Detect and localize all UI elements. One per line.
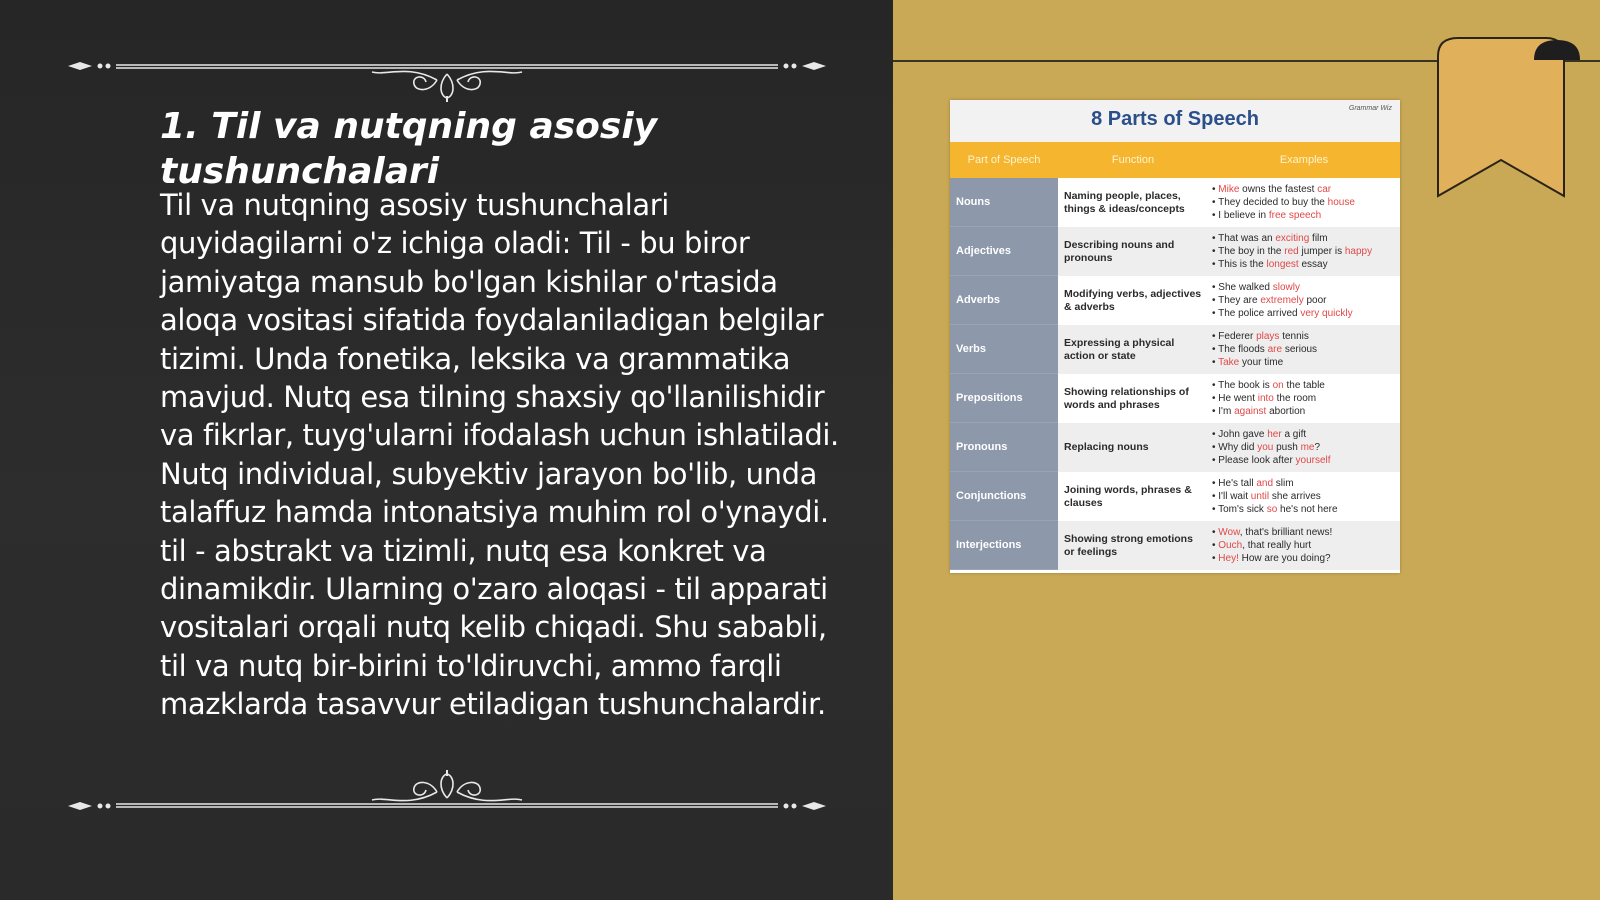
example-highlight: until	[1250, 490, 1270, 502]
example-highlight: extremely	[1260, 294, 1304, 306]
example-text: film	[1309, 232, 1328, 244]
example-text: This is the	[1218, 259, 1267, 271]
example-text: He went	[1218, 392, 1258, 404]
parts-of-speech-card	[950, 100, 1400, 573]
example-text: I believe in	[1218, 210, 1269, 222]
function-cell: Showing strong emotions or feelings	[1058, 521, 1208, 570]
example-text: jumper is	[1298, 245, 1345, 257]
examples-cell	[1208, 472, 1400, 521]
part-of-speech-cell: Adjectives	[950, 227, 1058, 276]
example-highlight: against	[1234, 406, 1267, 418]
table-row	[950, 472, 1400, 521]
examples-cell	[1208, 276, 1400, 325]
example-line	[1212, 294, 1400, 307]
examples-cell	[1208, 178, 1400, 227]
table-body	[950, 178, 1400, 570]
example-line	[1212, 343, 1400, 356]
examples-cell	[1208, 325, 1400, 374]
card-title: 8 Parts of Speech	[1091, 108, 1259, 130]
example-text: push	[1273, 441, 1301, 453]
table-row	[950, 423, 1400, 472]
example-highlight: yourself	[1295, 455, 1331, 467]
example-text: the room	[1273, 392, 1317, 404]
example-text: poor	[1303, 294, 1327, 306]
example-line	[1212, 503, 1400, 516]
example-text: , that's brilliant news!	[1239, 526, 1333, 538]
example-text: He's tall	[1218, 477, 1257, 489]
example-text: Tom's sick	[1218, 504, 1267, 516]
example-line	[1212, 307, 1400, 320]
bookmark-ribbon-icon	[1436, 36, 1586, 201]
example-line	[1212, 539, 1400, 552]
example-text: The book is	[1218, 379, 1273, 391]
function-cell: Describing nouns and pronouns	[1058, 227, 1208, 276]
example-line	[1212, 330, 1400, 343]
example-line	[1212, 245, 1400, 258]
example-line	[1212, 441, 1400, 454]
example-text: abortion	[1266, 406, 1306, 418]
example-highlight: house	[1327, 196, 1355, 208]
ornamental-divider-bottom	[68, 770, 826, 820]
example-highlight: longest	[1266, 259, 1299, 271]
slide-title: 1. Til va nutqning asosiy tushunchalari	[160, 106, 658, 192]
example-highlight: free speech	[1268, 210, 1322, 222]
example-highlight: you	[1257, 441, 1274, 453]
ornamental-divider-top	[68, 52, 826, 102]
table-row	[950, 374, 1400, 423]
part-of-speech-cell: Verbs	[950, 325, 1058, 374]
example-highlight: red	[1284, 245, 1299, 257]
example-highlight: and	[1256, 477, 1274, 489]
header-part-of-speech: Part of Speech	[967, 154, 1041, 166]
example-highlight: are	[1267, 343, 1283, 355]
example-highlight: plays	[1256, 330, 1280, 342]
example-text: They are	[1218, 294, 1261, 306]
example-highlight: Wow	[1218, 526, 1240, 538]
example-text: she arrives	[1269, 490, 1321, 502]
function-cell: Expressing a physical action or state	[1058, 325, 1208, 374]
example-highlight: exciting	[1275, 232, 1310, 244]
example-line	[1212, 356, 1400, 369]
example-text: essay	[1298, 259, 1328, 271]
example-text: Please look after	[1218, 455, 1296, 467]
example-text: your time	[1239, 357, 1284, 369]
example-line	[1212, 258, 1400, 271]
example-text: I'll wait	[1218, 490, 1251, 502]
example-text: a gift	[1281, 428, 1307, 440]
example-highlight: into	[1257, 392, 1274, 404]
examples-cell	[1208, 374, 1400, 423]
examples-cell	[1208, 227, 1400, 276]
table-row	[950, 178, 1400, 227]
example-text: Federer	[1218, 330, 1257, 342]
example-highlight: slowly	[1272, 281, 1300, 293]
part-of-speech-cell: Prepositions	[950, 374, 1058, 423]
header-examples: Examples	[1279, 154, 1329, 166]
slide-body-text: Til va nutqning asosiy tushunchalari quyidagilarni o'z ichiga oladi: Til - bu biror jamiyatga mansub bo'lgan kishilar o'rtasida aloqa vositasi sifatida foydalaniladigan belgilar tizimi. Unda fonetika, leksika va grammatika mavjud. Nutq esa tilning shaxsiy qo'llanilishidir va fikrlar, tuyg'ularni ifodalash uchun ishlatiladi. Nutq individual, subyektiv jarayon bo'lib, unda talaffuz hamda intonatsiya muhim rol o'ynaydi. til - abstrakt va tizimli, nutq esa konkret va dinamikdir. Ularning o'zaro aloqasi - til apparati vositalari orqali nutq kelib chiqadi. Shu sababli, til va nutq bir-birini to'ldiruvchi, ammo farqli mazklarda tasavvur etiladigan tushunchalardir.	[160, 188, 839, 722]
example-highlight: Mike	[1218, 183, 1240, 195]
example-line	[1212, 232, 1400, 245]
example-text: The boy in the	[1218, 245, 1285, 257]
function-cell: Showing relationships of words and phrases	[1058, 374, 1208, 423]
card-header	[950, 100, 1400, 142]
part-of-speech-cell: Nouns	[950, 178, 1058, 227]
example-highlight: Ouch	[1218, 539, 1243, 551]
table-row	[950, 325, 1400, 374]
example-highlight: car	[1317, 183, 1332, 195]
function-cell: Joining words, phrases & clauses	[1058, 472, 1208, 521]
table-row	[950, 227, 1400, 276]
example-line	[1212, 196, 1400, 209]
example-line	[1212, 477, 1400, 490]
part-of-speech-cell: Interjections	[950, 521, 1058, 570]
example-text: owns the fastest	[1239, 183, 1318, 195]
example-text: tennis	[1279, 330, 1309, 342]
example-text: the table	[1283, 379, 1325, 391]
example-text: How are you doing?	[1238, 553, 1331, 565]
example-line	[1212, 526, 1400, 539]
example-line	[1212, 405, 1400, 418]
example-highlight: happy	[1344, 245, 1373, 257]
example-line	[1212, 183, 1400, 196]
example-highlight: so	[1266, 504, 1278, 516]
example-text: , that really hurt	[1242, 539, 1312, 551]
part-of-speech-cell: Conjunctions	[950, 472, 1058, 521]
function-cell: Replacing nouns	[1058, 423, 1208, 472]
table-header-row	[950, 142, 1400, 178]
example-text: serious	[1282, 343, 1318, 355]
example-line	[1212, 379, 1400, 392]
card-brand: Grammar Wiz	[1348, 105, 1392, 112]
part-of-speech-cell: Pronouns	[950, 423, 1058, 472]
example-line	[1212, 552, 1400, 565]
example-text: John gave	[1218, 428, 1268, 440]
example-highlight: Take	[1218, 357, 1240, 369]
example-line	[1212, 428, 1400, 441]
example-text: Why did	[1218, 441, 1258, 453]
function-cell: Naming people, places, things & ideas/concepts	[1058, 178, 1208, 227]
table-row	[950, 521, 1400, 570]
example-highlight: very quickly	[1300, 308, 1353, 320]
example-highlight: Hey!	[1218, 553, 1239, 565]
example-line	[1212, 281, 1400, 294]
example-text: he's not here	[1277, 504, 1338, 516]
example-text: That was an	[1218, 232, 1276, 244]
example-line	[1212, 209, 1400, 222]
example-text: I'm	[1218, 406, 1235, 418]
part-of-speech-cell: Adverbs	[950, 276, 1058, 325]
examples-cell	[1208, 521, 1400, 570]
example-text: slim	[1273, 477, 1294, 489]
example-highlight: me	[1300, 441, 1315, 453]
example-text: They decided to buy the	[1218, 196, 1328, 208]
example-text: The police arrived	[1218, 308, 1301, 320]
examples-cell	[1208, 423, 1400, 472]
example-text: The floods	[1218, 343, 1268, 355]
example-highlight: her	[1267, 428, 1282, 440]
example-text: ?	[1314, 441, 1321, 453]
example-line	[1212, 490, 1400, 503]
table-row	[950, 276, 1400, 325]
example-line	[1212, 392, 1400, 405]
example-line	[1212, 454, 1400, 467]
example-highlight: on	[1272, 379, 1284, 391]
example-text: She walked	[1218, 281, 1273, 293]
function-cell: Modifying verbs, adjectives & adverbs	[1058, 276, 1208, 325]
header-function: Function	[1111, 154, 1155, 166]
